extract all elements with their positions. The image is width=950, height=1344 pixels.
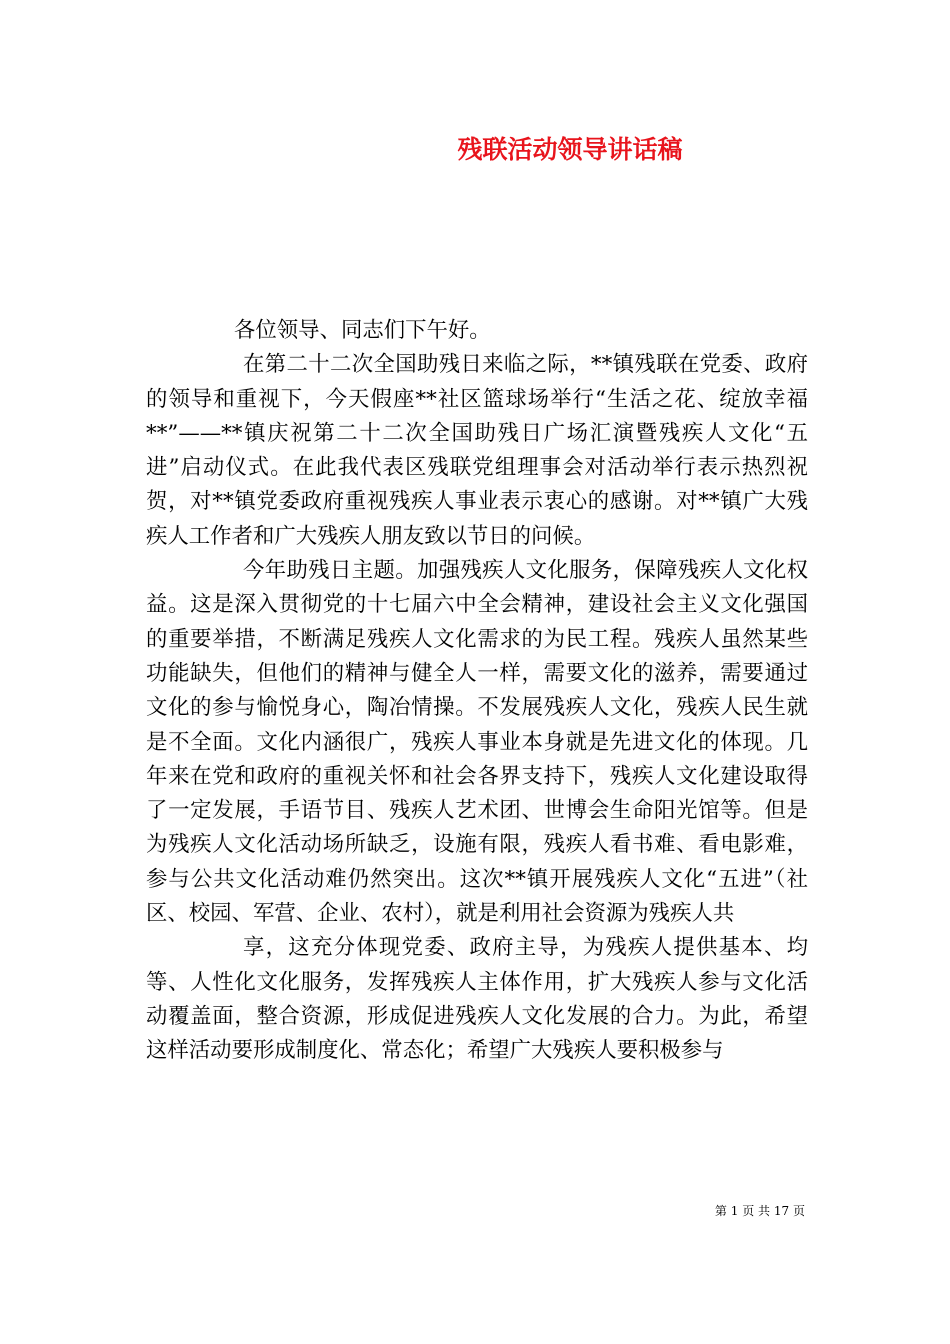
page-footer [715,1203,805,1219]
paragraph-1: 在第二十二次全国助残日来临之际，**镇残联在党委、政府的领导和重视下，今天假座**社区篮球场举行“生活之花、绽放幸福**”——**镇庆祝第二十二次全国助残日广场汇演暨残疾人文化“五进”启动仪式。在此我代表区残联党组理事会对活动举行表示热烈祝贺，对**镇党委政府重视残疾人事业表示衷心的感谢。对**镇广大残疾人工作者和广大残疾人朋友致以节日的问候。 [146,352,808,549]
paragraph-3: 享，这充分体现党委、政府主导，为残疾人提供基本、均等、人性化文化服务，发挥残疾人主体作用，扩大残疾人参与文化活动覆盖面，整合资源，形成促进残疾人文化发展的合力。为此，希望这样活动要形成制度化、常态化；希望广大残疾人要积极参与 [146,935,808,1064]
footer-prefix: 第 [714,1204,727,1218]
greeting-line: 各位领导、同志们下午好。 [234,318,491,343]
paragraph-2: 今年助残日主题。加强残疾人文化服务，保障残疾人文化权益。这是深入贯彻党的十七届六中全会精神，建设社会主义文化强国的重要举措，不断满足残疾人文化需求的为民工程。残疾人虽然某些功能缺失，但他们的精神与健全人一样，需要文化的滋养，需要通过文化的参与愉悦身心，陶冶情操。不发展残疾人文化，残疾人民生就是不全面。文化内涵很广，残疾人事业本身就是先进文化的体现。几年来在党和政府的重视关怀和社会各界支持下，残疾人文化建设取得了一定发展，手语节目、残疾人艺术团、世博会生命阳光馆等。但是为残疾人文化活动场所缺乏，设施有限，残疾人看书难、看电影难，参与公共文化活动难仍然突出。这次**镇开展残疾人文化“五进”（社区、校园、军营、企业、农村），就是利用社会资源为残疾人共 [146,558,808,927]
footer-middle: 页 共 [742,1204,771,1218]
document-body [146,314,808,1069]
footer-suffix: 页 [792,1204,805,1218]
document-title: 残联活动领导讲话稿 [457,135,683,164]
footer-total-pages: 17 [773,1204,790,1218]
footer-current-page: 1 [730,1204,739,1218]
